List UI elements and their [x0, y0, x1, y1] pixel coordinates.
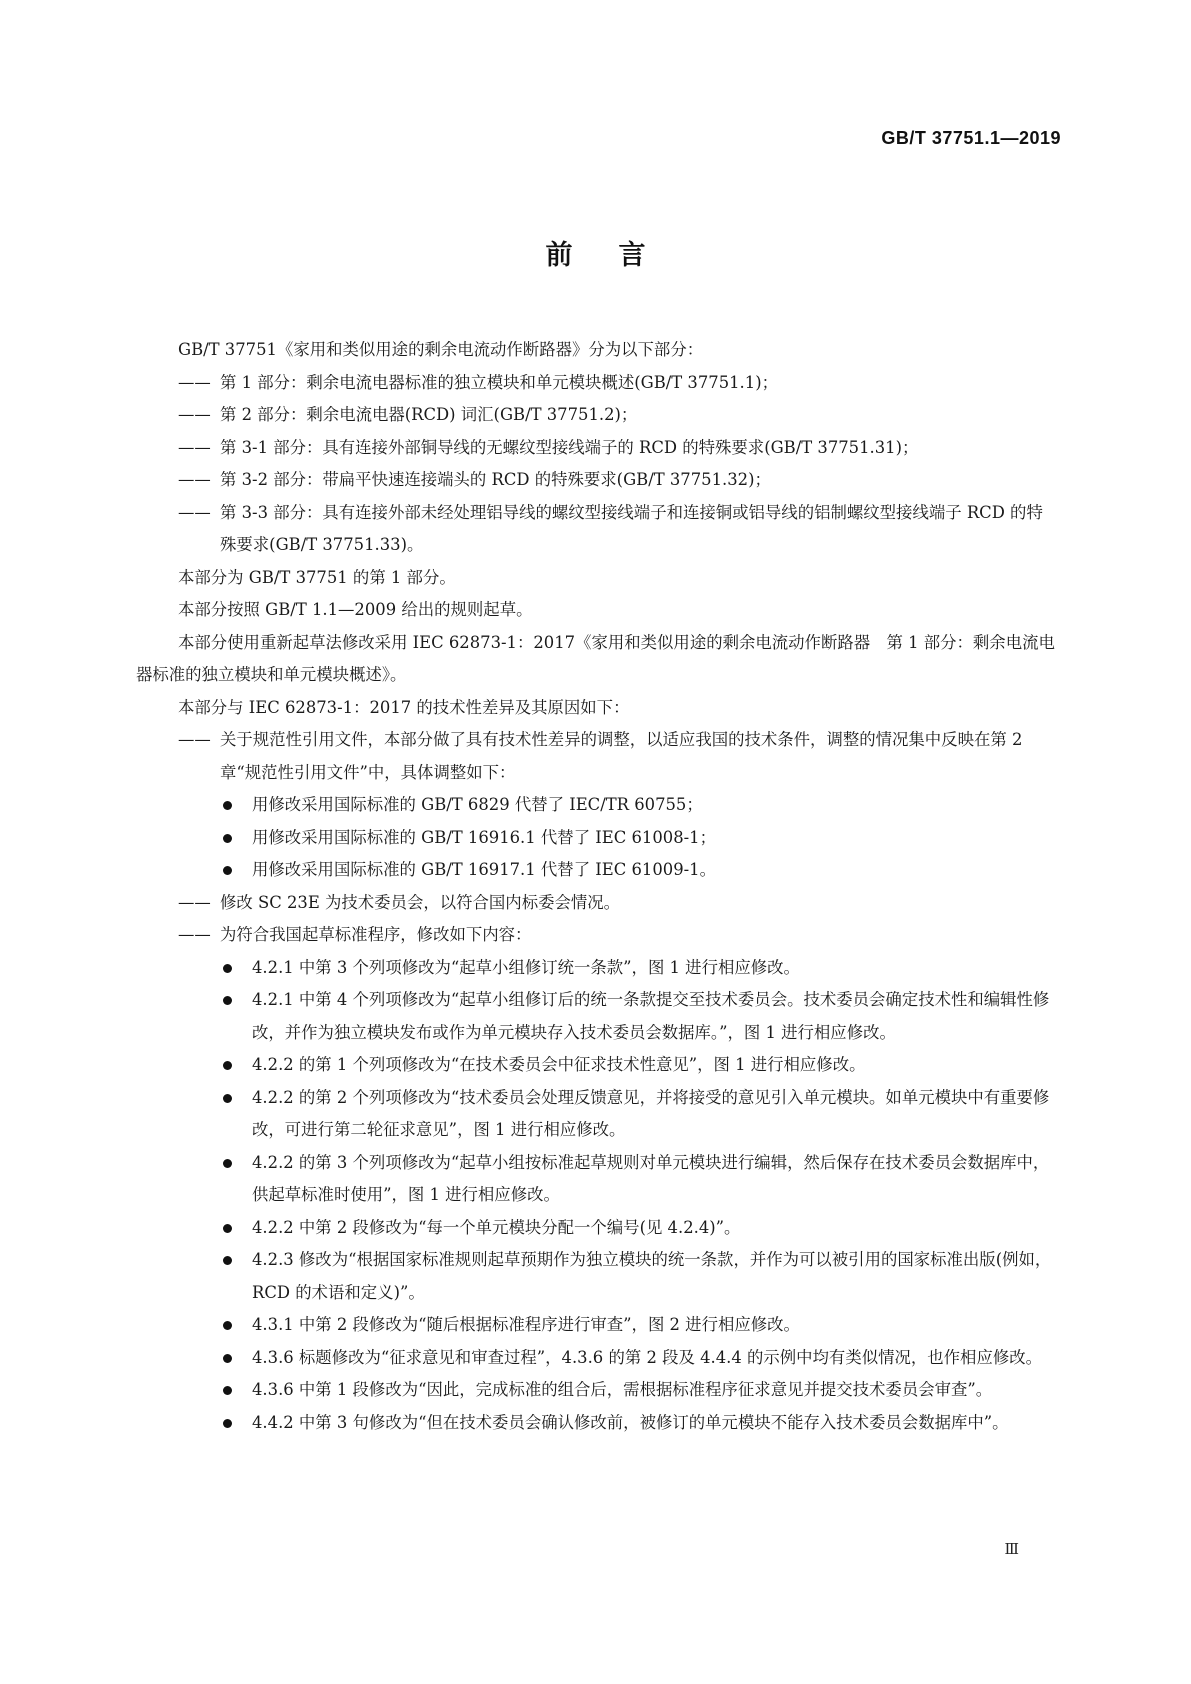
page-title: 前言: [545, 240, 692, 271]
dash-item-text: 第 1 部分：剩余电流电器标准的独立模块和单元模块概述(GB/T 37751.1)；: [220, 372, 778, 392]
dash-item-text: 第 2 部分：剩余电流电器(RCD) 词汇(GB/T 37751.2)；: [220, 405, 638, 424]
dash-list-item: [136, 464, 1059, 497]
bullet-item-text: 4.4.2 中第 3 句修改为“但在技术委员会确认修改前，被修订的单元模块不能存入技术委员会数据库中”。: [252, 1412, 1009, 1432]
bullet-list-item: [136, 1049, 1059, 1082]
bullet-dot-icon: [223, 1224, 232, 1233]
bullet-dot-icon: [223, 964, 232, 973]
bullet-dot-icon: [223, 1061, 232, 1070]
bullet-list-item: [136, 1309, 1059, 1342]
dash-mark: ——: [178, 892, 211, 912]
dash-item-text: 第 3-3 部分：具有连接外部未经处理铝导线的螺纹型接线端子和连接铜或铝导线的铝制螺纹型接线端子 RCD 的特殊要求(GB/T 37751.33)。: [220, 502, 1043, 554]
bullet-dot-icon: [223, 1159, 232, 1168]
bullet-dot-icon: [223, 1386, 232, 1395]
dash-mark: ——: [178, 730, 211, 749]
bullet-dot-icon: [223, 996, 232, 1005]
bullet-item-text: 4.2.2 的第 3 个列项修改为“起草小组按标准起草规则对单元模块进行编辑，然后保存在技术委员会数据库中，供起草标准时使用”，图 1 进行相应修改。: [252, 1152, 1050, 1204]
bullet-list-item: [136, 854, 1059, 887]
bullet-list-item: [136, 1082, 1059, 1147]
paragraph: 本部分为 GB/T 37751 的第 1 部分。: [178, 567, 456, 587]
dash-mark: ——: [178, 437, 211, 457]
bullet-item-text: 4.3.1 中第 2 段修改为“随后根据标准程序进行审查”，图 2 进行相应修改。: [252, 1315, 800, 1334]
bullet-list-item: [136, 1244, 1059, 1309]
bullet-dot-icon: [223, 1419, 232, 1428]
bullet-list-item: [136, 1342, 1059, 1375]
dash-list-item: [136, 887, 1059, 920]
dash-mark: ——: [178, 372, 211, 392]
bullet-item-text: 4.2.3 修改为“根据国家标准规则起草预期作为独立模块的统一条款，并作为可以被引用的国家标准出版(例如，RCD 的术语和定义)”。: [252, 1250, 1052, 1302]
standard-number: GB/T 37751.1—2019: [881, 128, 1061, 148]
bullet-dot-icon: [223, 1094, 232, 1103]
dash-list-item: [136, 367, 1059, 400]
bullet-item-text: 4.2.2 的第 1 个列项修改为“在技术委员会中征求技术性意见”，图 1 进行相应修改。: [252, 1055, 866, 1074]
dash-list-item: [136, 432, 1059, 465]
paragraph: 本部分按照 GB/T 1.1—2009 给出的规则起草。: [178, 600, 533, 619]
dash-mark: ——: [178, 405, 211, 424]
dash-list-item: [136, 399, 1059, 432]
paragraph: GB/T 37751《家用和类似用途的剩余电流动作断路器》分为以下部分：: [178, 340, 704, 359]
bullet-dot-icon: [223, 834, 232, 843]
paragraph: 本部分使用重新起草法修改采用 IEC 62873-1：2017《家用和类似用途的剩余电流动作断路器 第 1 部分：剩余电流电器标准的独立模块和单元模块概述》。: [136, 632, 1055, 684]
dash-item-text: 第 3-1 部分：具有连接外部铜导线的无螺纹型接线端子的 RCD 的特殊要求(GB/T 37751.31)；: [220, 437, 919, 457]
bullet-item-text: 4.3.6 标题修改为“征求意见和审查过程”，4.3.6 的第 2 段及 4.4.4 的示例中均有类似情况，也作相应修改。: [252, 1347, 1043, 1367]
bullet-item-text: 4.2.1 中第 4 个列项修改为“起草小组修订后的统一条款提交至技术委员会。技术委员会确定技术性和编辑性修改，并作为独立模块发布或作为单元模块存入技术委员会数据库。”，图 1 进行相应修改。: [252, 990, 1050, 1042]
bullet-list-item: [136, 984, 1059, 1049]
dash-item-text: 关于规范性引用文件，本部分做了具有技术性差异的调整，以适应我国的技术条件，调整的情况集中反映在第 2 章“规范性引用文件”中，具体调整如下：: [220, 730, 1023, 782]
bullet-list-item: [136, 789, 1059, 822]
dash-mark: ——: [178, 925, 211, 944]
dash-list-item: [136, 724, 1059, 789]
bullet-item-text: 4.2.1 中第 3 个列项修改为“起草小组修订统一条款”，图 1 进行相应修改。: [252, 957, 800, 977]
bullet-list-item: [136, 1212, 1059, 1245]
page-number: Ⅲ: [1004, 1540, 1019, 1558]
bullet-item-text: 用修改采用国际标准的 GB/T 6829 代替了 IEC/TR 60755；: [252, 795, 703, 814]
dash-item-text: 为符合我国起草标准程序，修改如下内容：: [220, 925, 532, 944]
bullet-list-item: [136, 1407, 1059, 1440]
bullet-list-item: [136, 822, 1059, 855]
bullet-dot-icon: [223, 1354, 232, 1363]
bullet-dot-icon: [223, 1256, 232, 1265]
paragraph: 本部分与 IEC 62873-1：2017 的技术性差异及其原因如下：: [178, 697, 630, 717]
bullet-list-item: [136, 1374, 1059, 1407]
dash-mark: ——: [178, 470, 211, 489]
dash-item-text: 修改 SC 23E 为技术委员会，以符合国内标委会情况。: [220, 892, 621, 912]
bullet-dot-icon: [223, 801, 232, 810]
dash-list-item: [136, 497, 1059, 562]
bullet-dot-icon: [223, 1321, 232, 1330]
bullet-dot-icon: [223, 866, 232, 875]
dash-item-text: 第 3-2 部分：带扁平快速连接端头的 RCD 的特殊要求(GB/T 37751.32)；: [220, 470, 771, 489]
dash-mark: ——: [178, 502, 211, 522]
bullet-list-item: [136, 1147, 1059, 1212]
bullet-item-text: 4.2.2 的第 2 个列项修改为“技术委员会处理反馈意见，并将接受的意见引入单元模块。如单元模块中有重要修改，可进行第二轮征求意见”，图 1 进行相应修改。: [252, 1087, 1050, 1139]
bullet-item-text: 用修改采用国际标准的 GB/T 16916.1 代替了 IEC 61008-1；: [252, 827, 716, 847]
dash-list-item: [136, 919, 1059, 952]
document-body: [136, 334, 1059, 1439]
bullet-item-text: 4.2.2 中第 2 段修改为“每一个单元模块分配一个编号(见 4.2.4)”。: [252, 1217, 741, 1237]
bullet-list-item: [136, 952, 1059, 985]
bullet-item-text: 4.3.6 中第 1 段修改为“因此，完成标准的组合后，需根据标准程序征求意见并提交技术委员会审查”。: [252, 1380, 993, 1399]
bullet-item-text: 用修改采用国际标准的 GB/T 16917.1 代替了 IEC 61009-1。: [252, 860, 716, 879]
